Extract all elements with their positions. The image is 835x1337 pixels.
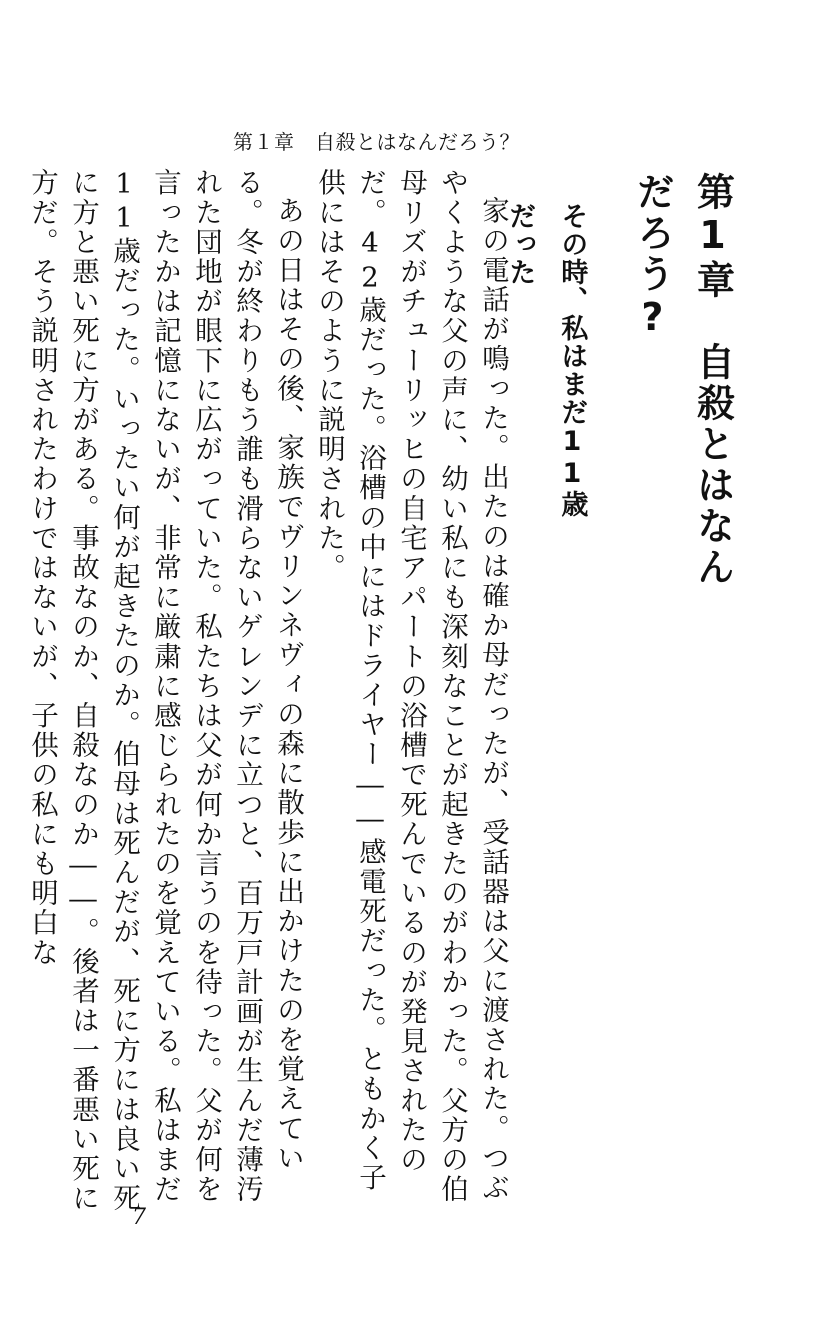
paragraph: 家の電話が鳴った。出たのは確か母だったが、受話器は父に渡された。つぶやくような父の声に、幼い私にも深刻なことが起きたのがわかった。父方の伯母リズがチューリッヒの自宅アパートの浴槽で死んでいるのが発見されたのだ。42歳だった。浴槽の中にはドライヤー――感電死だった。ともかく子供にはそのように説明された。 [313, 168, 509, 1204]
section-subheading: その時、私はまだ11歳だった [504, 202, 588, 518]
body-text [26, 168, 513, 1218]
running-header: 第１章 自殺とはなんだろう？ [233, 130, 520, 154]
page-number: 7 [132, 1205, 146, 1230]
paragraph: あの日はその後、家族でヴリンネヴィの森に散歩に出かけたのを覚えている。冬が終わりもう誰も滑らないゲレンデに立つと、百万戸計画が生んだ薄汚れた団地が眼下に広がっていた。私たちは父が何か言うのを待った。父が何を言ったかは記憶にないが、非常に厳粛に感じられたのを覚えている。私はまだ11歳だった。いったい何が起きたのか。伯母は死んだが、死に方には良い死に方と悪い死に方がある。事故なのか、自殺なのか――。後者は一番悪い死に方だ。そう説明されたわけではないが、子供の私にも明白な [26, 168, 304, 1213]
chapter-title: 第1章 自殺とはなんだろう? [630, 172, 735, 588]
